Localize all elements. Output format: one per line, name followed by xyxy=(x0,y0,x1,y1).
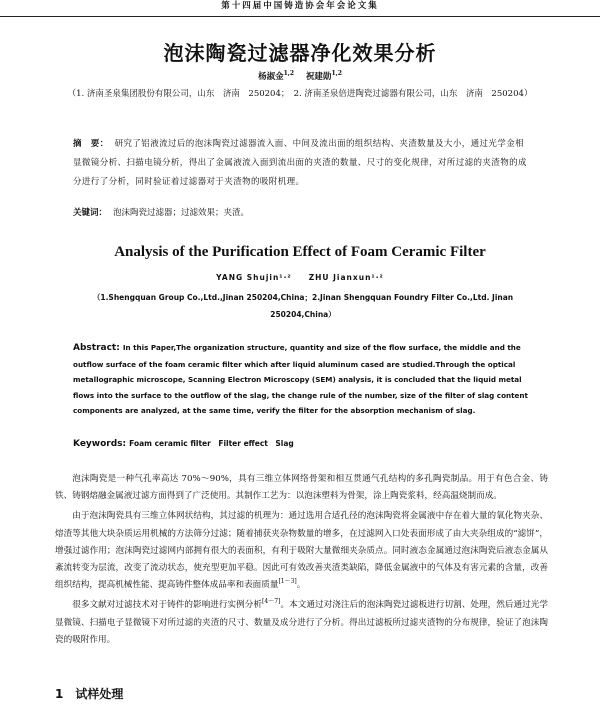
body-text xyxy=(55,471,548,649)
paragraph-2-text: 由于泡沫陶瓷具有三维立体网状结构，其过滤的机理为：通过选用合适孔径的泡沫陶瓷将金属液中存在着大量的氧化物夹杂、熔渣等其他大块杂质运用机械的方法筛分过滤；随着捕获夹杂物数量的增多，在过滤网入口处表面形成了由大夹杂组成的“滤饼”，增强过滤作用；泡沫陶瓷过滤网内部拥有很大的表面积，有利于吸附大量微细夹杂质点。同时液态金属通过泡沫陶瓷后液态金属从紊流转变为层流，改变了流动状态，使充型更加平稳。因此可有效改善夹渣类缺陷，降低金属液中的气体及有害元素的含量，改善组织结构，提高机械性能、提高铸件整体成品率和表面质量 xyxy=(55,511,548,591)
english-title: Analysis of the Purification Effect of Foam Ceramic Filter xyxy=(114,244,486,260)
author-1-name: 杨淑金 xyxy=(258,72,284,82)
chinese-keywords xyxy=(73,206,530,218)
chinese-abstract xyxy=(73,135,530,192)
citation-1-3: [1～3] xyxy=(278,578,297,586)
author-1-affil: 1,2 xyxy=(283,70,295,78)
english-keywords xyxy=(73,438,531,449)
section-1-number: 1 xyxy=(55,687,64,701)
body-paragraph-1: 泡沫陶瓷是一种气孔率高达 70%～90%，具有三维立体网络骨架和相互贯通气孔结构的多孔陶瓷制品。用于有色合金、铸铁、铸钢熔融金属液过滤方面得到了广泛使用。其制作工艺为：以泡沫塑料为骨架，涂上陶瓷浆料，经高温烧制而成。 xyxy=(55,474,548,502)
english-abstract-label: Abstract: xyxy=(73,343,120,353)
citation-4-7: [4～7] xyxy=(262,598,281,606)
body-paragraph-3 xyxy=(55,597,548,649)
chinese-title: 泡沫陶瓷过滤器净化效果分析 xyxy=(163,41,437,65)
chinese-affiliation: （1. 济南圣泉集团股份有限公司，山东 济南 250204； 2. 济南圣泉倍进陶瓷过滤器有限公司，山东 济南 250204） xyxy=(67,89,533,99)
section-1-title: 试样处理 xyxy=(75,687,124,701)
paragraph-2-end: 。 xyxy=(296,580,306,591)
section-1-heading xyxy=(55,685,135,702)
author-2-affil: 1,2 xyxy=(331,70,342,78)
english-keywords-text: Foam ceramic filter Filter effect Slag xyxy=(129,439,294,448)
chinese-keywords-label: 关键词： xyxy=(73,208,108,218)
paragraph-3-text-b: 。本文通过对浇注后的泡沫陶瓷过滤板进行切割、处理，然后通过光学显微镜、扫描电子显微镜下对所过滤的夹渣的尺寸、数量及成分进行了分析。得出过滤板所过滤夹渣物的分布规律，验证了泡沫陶瓷的吸附作用。 xyxy=(55,600,548,645)
paragraph-3-text-a: 很多文献对过滤技术对于铸件的影响进行实例分析 xyxy=(72,600,263,611)
english-authors: YANG Shujin¹·² ZHU Jianxun¹·² xyxy=(216,273,384,282)
author-line xyxy=(0,70,600,82)
english-affiliation: （1.Shengquan Group Co.,Ltd.,Jinan 250204,China；2.Jinan Shengquan Foundry Filter Co.,Ltd. Jinan 250204,China） xyxy=(92,293,514,319)
english-abstract-text: In this Paper,The organization structure, quantity and size of the flow surface, the middle and the outflow surface of the foam ceramic filter which after liquid aluminum cased are studied.Through the optical metallographic microscope, Scanning Electron Microscopy (SEM) analysis, it is concluded that the liquid metal flows into the surface to the outflow of the slag, the change rule of the number, size of the filter of slag content components are analyzed, at the same time, verify the filter for the absorption mechanism of slag. xyxy=(73,343,528,416)
author-2-name: 祝建勋 xyxy=(305,72,332,82)
english-abstract xyxy=(73,340,531,419)
chinese-abstract-text: 研究了铝液流过后的泡沫陶瓷过滤器流入面、中间及流出面的组织结构、夹渣数量及大小，通过光学金相显微镜分析、扫描电镜分析，得出了金属液流入面到流出面的夹渣的数量、尺寸的变化规律，对所过滤的夹渣物的成分进行了分析，同时验证着过滤器对于夹渣物的吸附机理。 xyxy=(73,139,527,187)
english-keywords-label: Keywords: xyxy=(73,439,127,449)
chinese-abstract-label: 摘 要： xyxy=(73,139,109,149)
running-head: 第十四届中国铸造协会年会论文集 xyxy=(0,0,600,17)
chinese-keywords-text: 泡沫陶瓷过滤器；过滤效果；夹渣。 xyxy=(113,208,250,218)
body-paragraph-2 xyxy=(55,508,548,594)
